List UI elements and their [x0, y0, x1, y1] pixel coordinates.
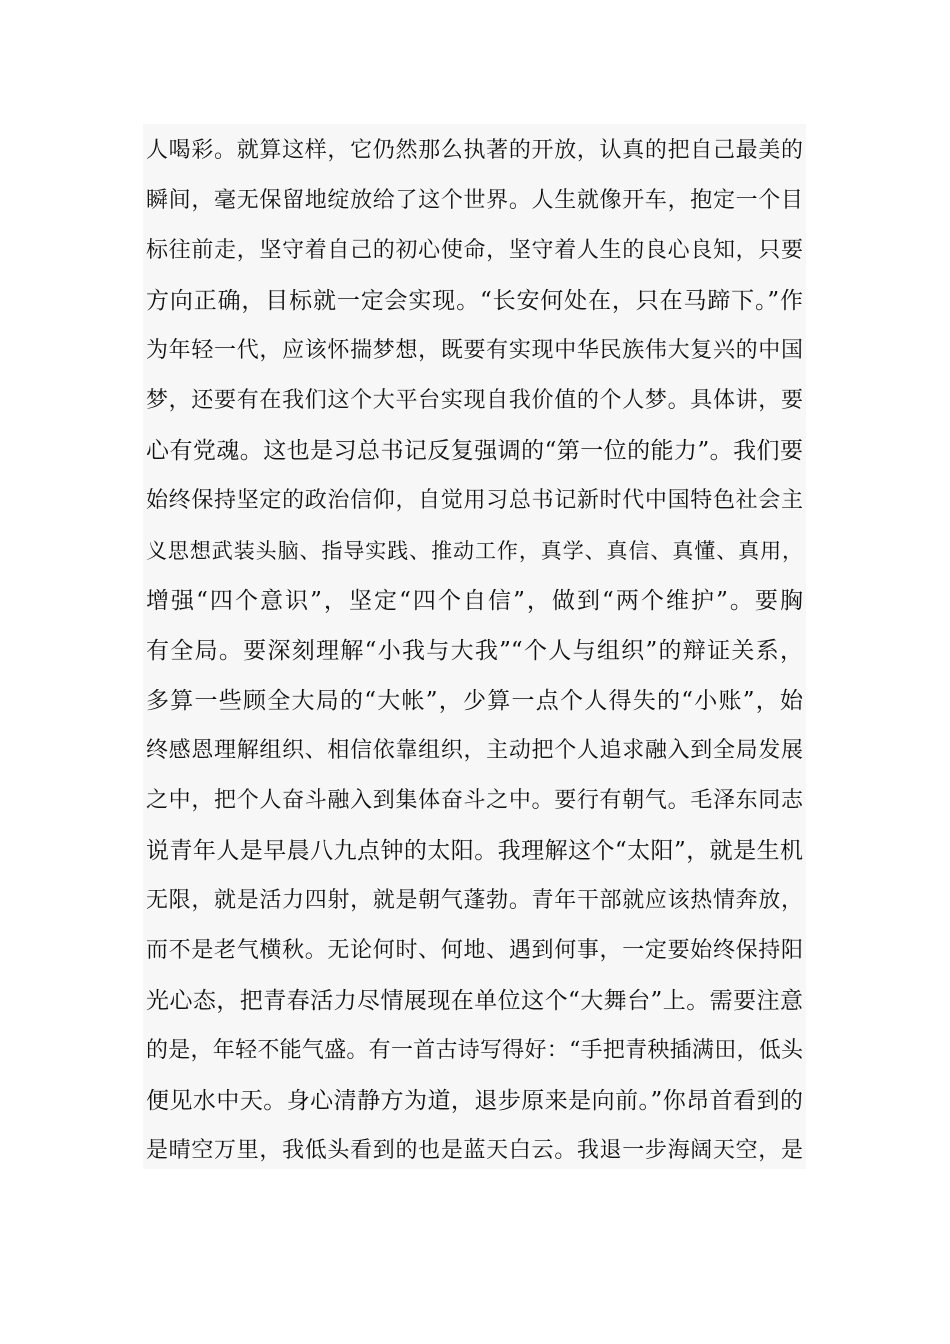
text-line: 增强“四个意识”，坚定“四个自信”，做到“两个维护”。要胸: [146, 588, 803, 614]
text-line: 而不是老气横秋。无论何时、何地、遇到何事，一定要始终保持阳: [146, 938, 803, 963]
text-line: 方向正确，目标就一定会实现。“长安何处在，只在马蹄下。”作: [146, 288, 803, 314]
text-line: 有全局。要深刻理解“小我与大我”“个人与组织”的辩证关系，: [146, 638, 803, 664]
text-line: 说青年人是早晨八九点钟的太阳。我理解这个“太阳”，就是生机: [146, 838, 803, 864]
text-line: 瞬间，毫无保留地绽放给了这个世界。人生就像开车，抱定一个目: [146, 188, 803, 213]
text-line: 是晴空万里，我低头看到的也是蓝天白云。我退一步海阔天空，是: [146, 1138, 803, 1163]
text-line: 人喝彩。就算这样，它仍然那么执著的开放，认真的把自己最美的: [146, 138, 803, 163]
text-line: 心有党魂。这也是习总书记反复强调的“第一位的能力”。我们要: [146, 438, 803, 464]
text-line: 光心态，把青春活力尽情展现在单位这个“大舞台”上。需要注意: [146, 988, 803, 1014]
text-line: 梦，还要有在我们这个大平台实现自我价值的个人梦。具体讲，要: [146, 388, 803, 413]
text-line: 始终保持坚定的政治信仰，自觉用习总书记新时代中国特色社会主: [146, 488, 803, 513]
text-line: 无限，就是活力四射，就是朝气蓬勃。青年干部就应该热情奔放，: [146, 888, 803, 913]
text-line: 的是，年轻不能气盛。有一首古诗写得好：“手把青秧插满田，低头: [146, 1038, 803, 1063]
text-line: 多算一些顾全大局的“大帐”，少算一点个人得失的“小账”，始: [146, 688, 803, 714]
text-line: 便见水中天。身心清静方为道，退步原来是向前。”你昂首看到的: [146, 1088, 803, 1114]
text-line: 为年轻一代，应该怀揣梦想，既要有实现中华民族伟大复兴的中国: [146, 338, 803, 363]
text-line: 终感恩理解组织、相信依靠组织，主动把个人追求融入到全局发展: [146, 738, 803, 763]
body-text-block: [143, 124, 806, 1169]
text-line: 义思想武装头脑、指导实践、推动工作，真学、真信、真懂、真用，: [146, 539, 803, 563]
text-line: 标往前走，坚守着自己的初心使命，坚守着人生的良心良知，只要: [146, 238, 803, 263]
text-line: 之中，把个人奋斗融入到集体奋斗之中。要行有朝气。毛泽东同志: [146, 788, 803, 813]
